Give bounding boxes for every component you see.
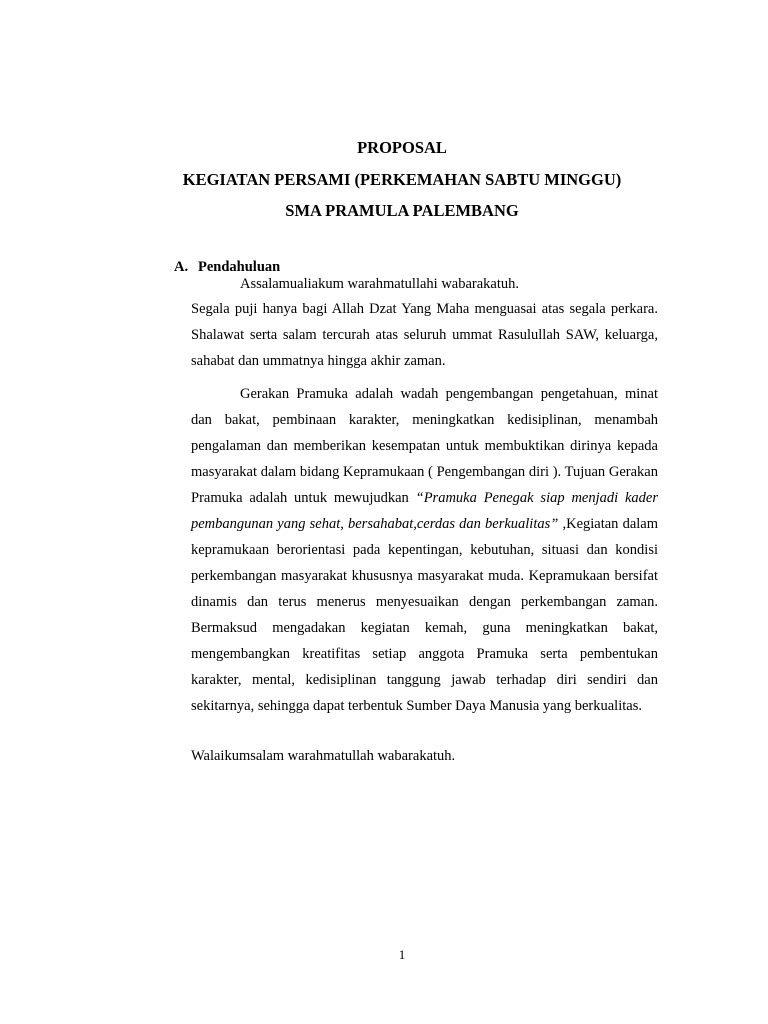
document-subtitle-activity: KEGIATAN PERSAMI (PERKEMAHAN SABTU MINGGU) xyxy=(182,170,622,189)
pramuka-quote: “Pramuka Penegak siap menjadi kader pembangunan yang sehat, bersahabat,cerdas dan berkualitas” xyxy=(191,490,658,532)
document-subtitle-school: SMA PRAMULA PALEMBANG xyxy=(285,201,519,220)
page-number: 1 xyxy=(398,947,406,962)
paragraph-pramuka xyxy=(191,381,658,719)
closing-greeting: Walaikumsalam warahmatullah wabarakatuh. xyxy=(191,748,456,764)
section-title: Pendahuluan xyxy=(198,259,281,275)
document-title: PROPOSAL xyxy=(357,138,447,157)
section-heading xyxy=(174,258,280,276)
paragraph-pramuka-text-2: ,Kegiatan dalam kepramukaan berorientasi pada kepentingan, kebutuhan, situasi dan kondisi perkembangan masyarakat khususnya masyarakat muda. Kepramukaan bersifat dinamis dan terus menerus menyesuaikan dengan perkembangan zaman. Bermaksud mengadakan kegiatan kemah, guna meningkatkan bakat, mengembangkan kreatifitas setiap anggota Pramuka serta pembentukan karakter, mental, kedisiplinan tanggung jawab terhadap diri sendiri dan sekitarnya, sehingga dapat terbentuk Sumber Daya Manusia yang berkualitas. xyxy=(191,516,658,714)
opening-greeting: Assalamualiakum warahmatullahi wabarakatuh. xyxy=(240,276,520,292)
paragraph-pramuka-text-1: Gerakan Pramuka adalah wadah pengembangan pengetahuan, minat dan bakat, pembinaan karakter, meningkatkan kedisiplinan, menambah pengalaman dan memberikan kesempatan untuk membuktikan dirinya kepada masyarakat dalam bidang Kepramukaan ( Pengembangan diri ). Tujuan Gerakan Pramuka adalah untuk mewujudkan xyxy=(191,386,658,506)
paragraph-praise: Segala puji hanya bagi Allah Dzat Yang Maha menguasai atas segala perkara. Shalawat serta salam tercurah atas seluruh ummat Rasulullah SAW, keluarga, sahabat dan ummatnya hingga akhir zaman. xyxy=(191,301,658,369)
section-letter: A. xyxy=(174,259,189,275)
